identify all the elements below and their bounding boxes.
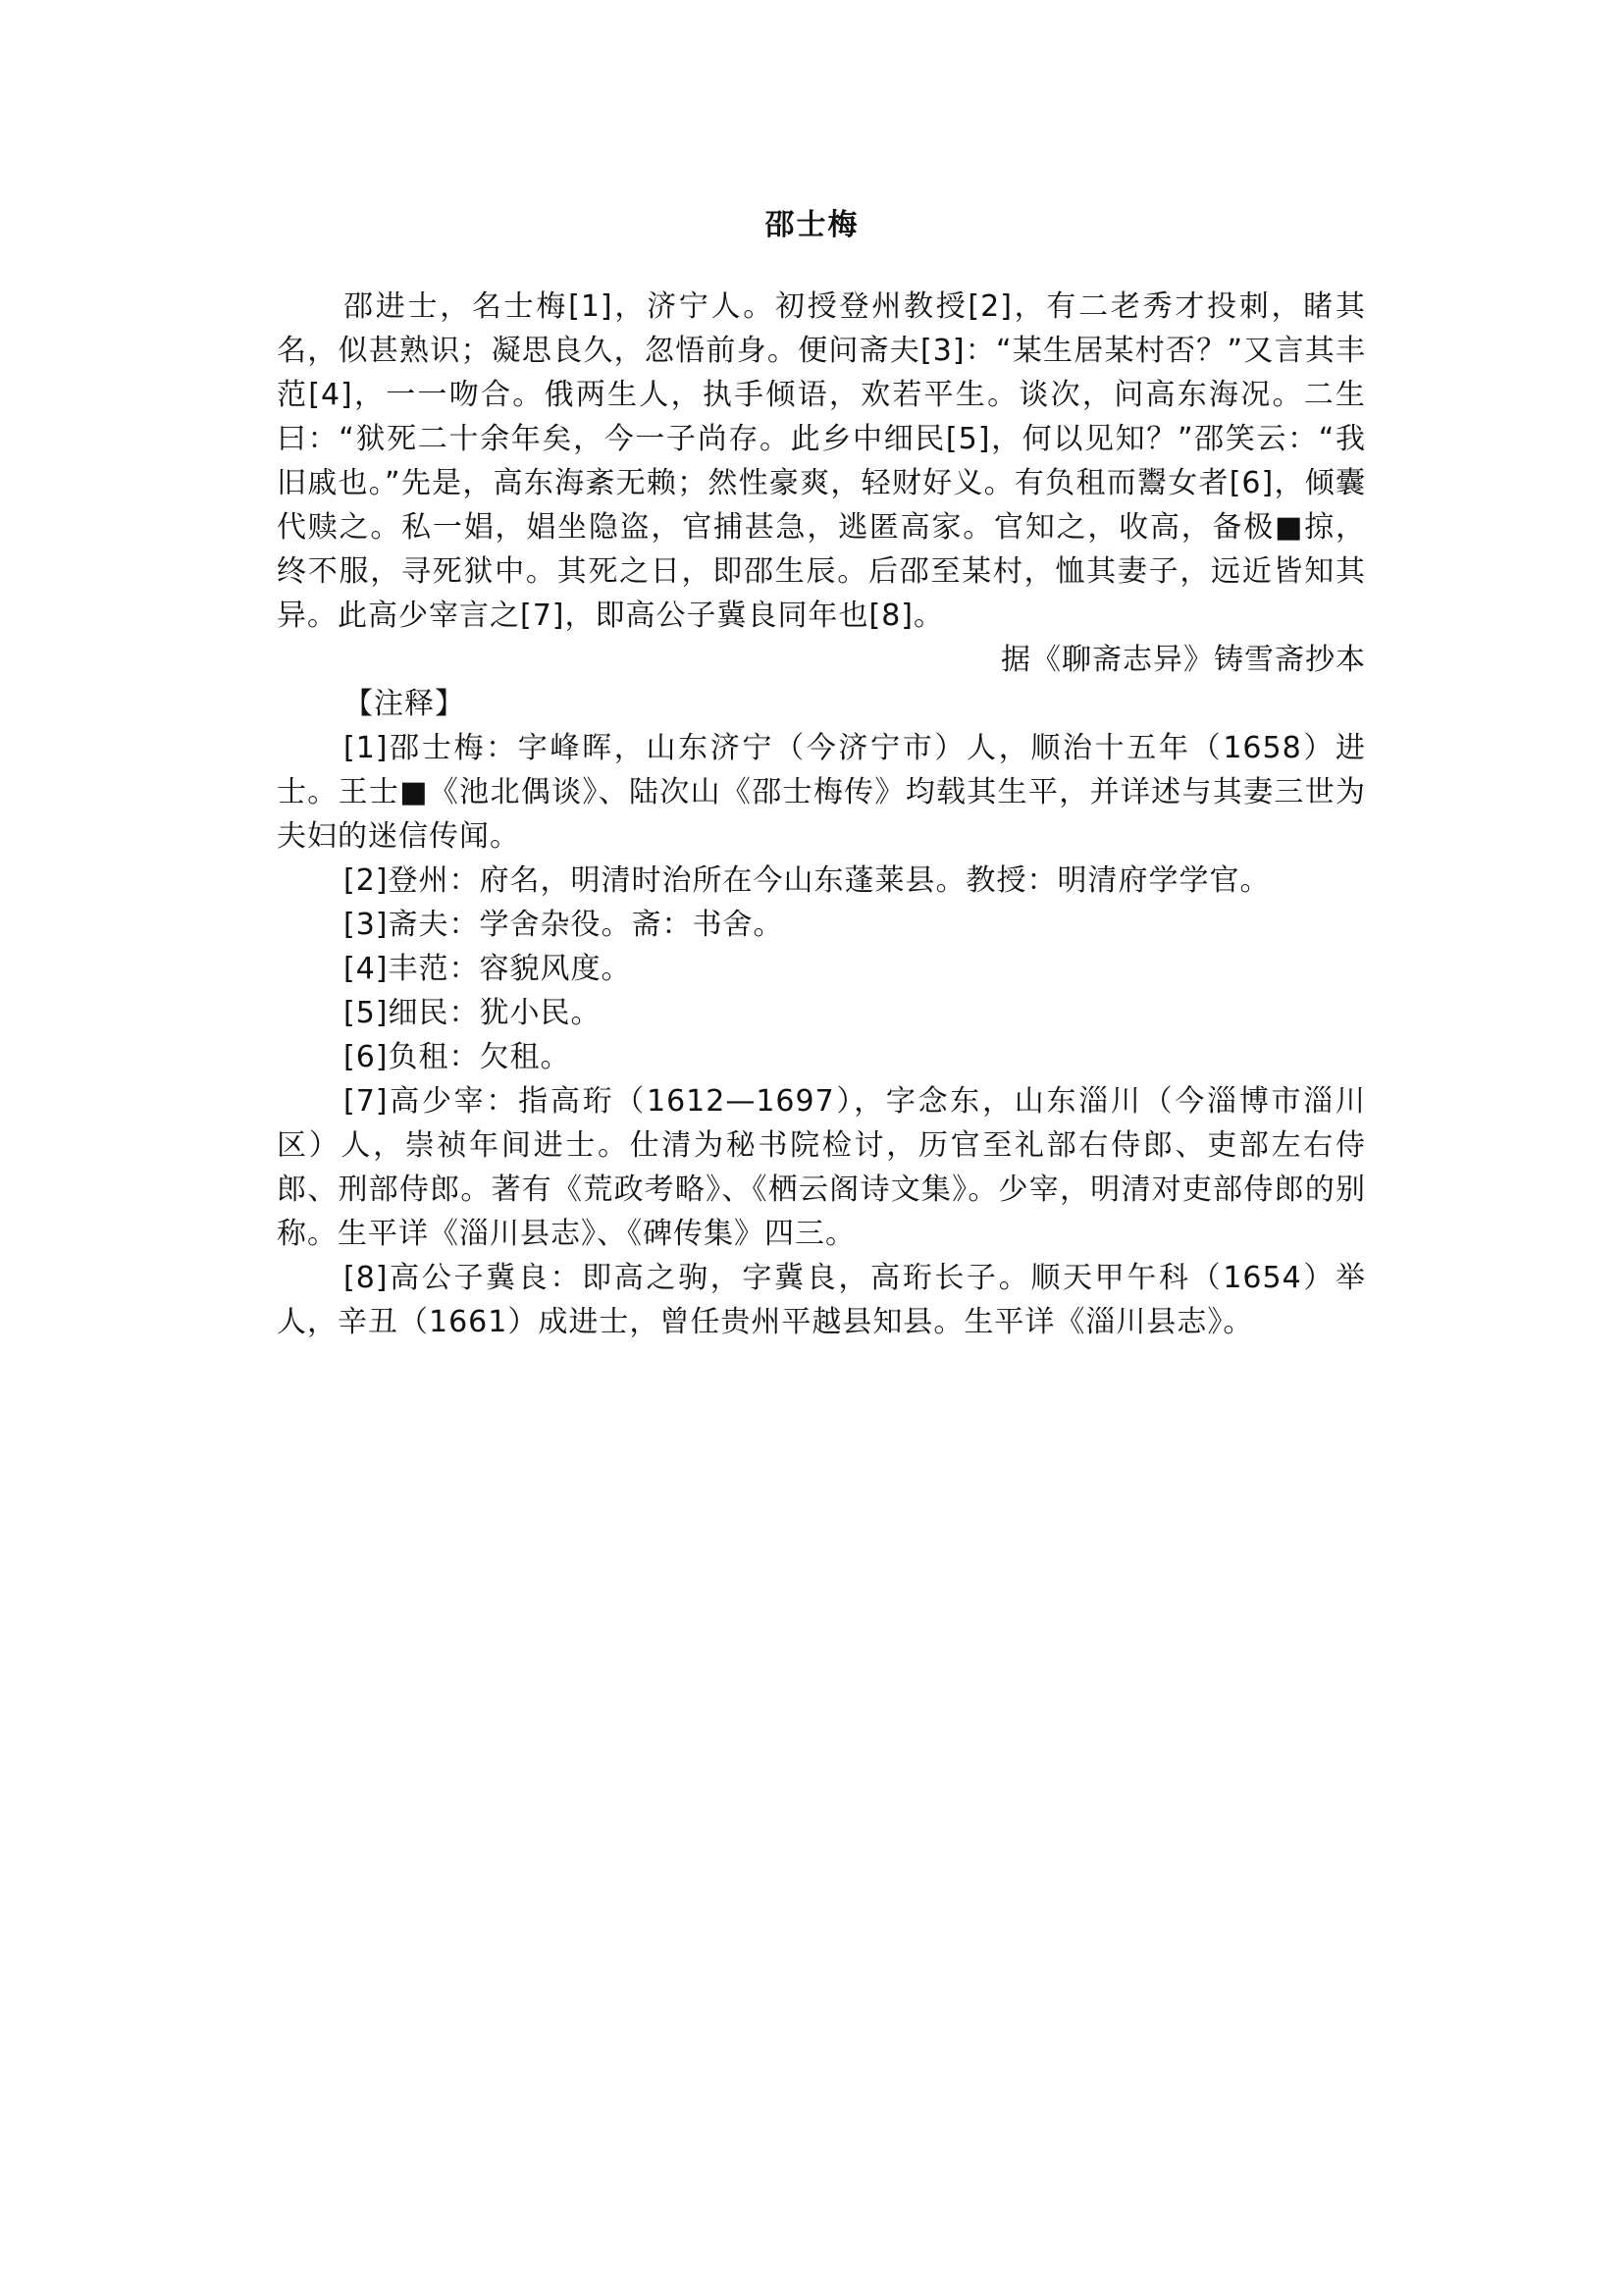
note-item-4: [4]丰范：容貌风度。 — [343, 952, 632, 986]
main-text-paragraph: 邵进士，名士梅[1]，济宁人。初授登州教授[2]，有二老秀才投刺，睹其名，似甚熟识；凝思良久，忽悟前身。便问斋夫[3]：“某生居某村否？”又言其丰范[4]，一一吻合。俄两生人，执手倾语，欢若平生。谈次，问高东海况。二生曰：“狱死二十余年矣，今一子尚存。此乡中细民[5]，何以见知？”邵笑云：“我旧戚也。”先是，高东海紊无赖；然性豪爽，轻财好义。有负租而鬻女者[6]，倾囊代赎之。私一娼，娼坐隐盗，官捕甚急，逃匿高家。官知之，收高，备极■掠，终不服，寻死狱中。其死之日，即邵生辰。后邵至某村，恤其妻子，远近皆知其异。此高少宰言之[7]，即高公子冀良同年也[8]。 — [277, 289, 1366, 633]
source-citation: 据《聊斋志异》铸雪斋抄本 — [1001, 643, 1366, 677]
note-item-1: [1]邵士梅：字峰晖，山东济宁（今济宁市）人，顺治十五年（1658）进士。王士■《池北偶谈》、陆次山《邵士梅传》均载其生平，并详述与其妻三世为夫妇的迷信传闻。 — [277, 731, 1366, 854]
note-item-6: [6]负租：欠租。 — [343, 1040, 571, 1074]
note-item-3: [3]斋夫：学舍杂役。斋：书舍。 — [343, 908, 784, 942]
document-body — [277, 285, 1366, 1344]
notes-heading: 【注释】 — [343, 687, 465, 721]
note-item-5: [5]细民：犹小民。 — [343, 996, 602, 1030]
document-title: 邵士梅 — [764, 208, 860, 242]
note-item-7: [7]高少宰：指高珩（1612—1697），字念东，山东淄川（今淄博市淄川区）人，崇祯年间进士。仕清为秘书院检讨，历官至礼部右侍郎、吏部左右侍郎、刑部侍郎。著有《荒政考略》、《栖云阁诗文集》。少宰，明清对吏部侍郎的别称。生平详《淄川县志》、《碑传集》四三。 — [277, 1084, 1366, 1251]
note-item-2: [2]登州：府名，明清时治所在今山东蓬莱县。教授：明清府学学官。 — [343, 863, 1271, 898]
note-item-8: [8]高公子冀良：即高之驹，字冀良，高珩长子。顺天甲午科（1654）举人，辛丑（1661）成进士，曾任贵州平越县知县。生平详《淄川县志》。 — [277, 1261, 1366, 1339]
